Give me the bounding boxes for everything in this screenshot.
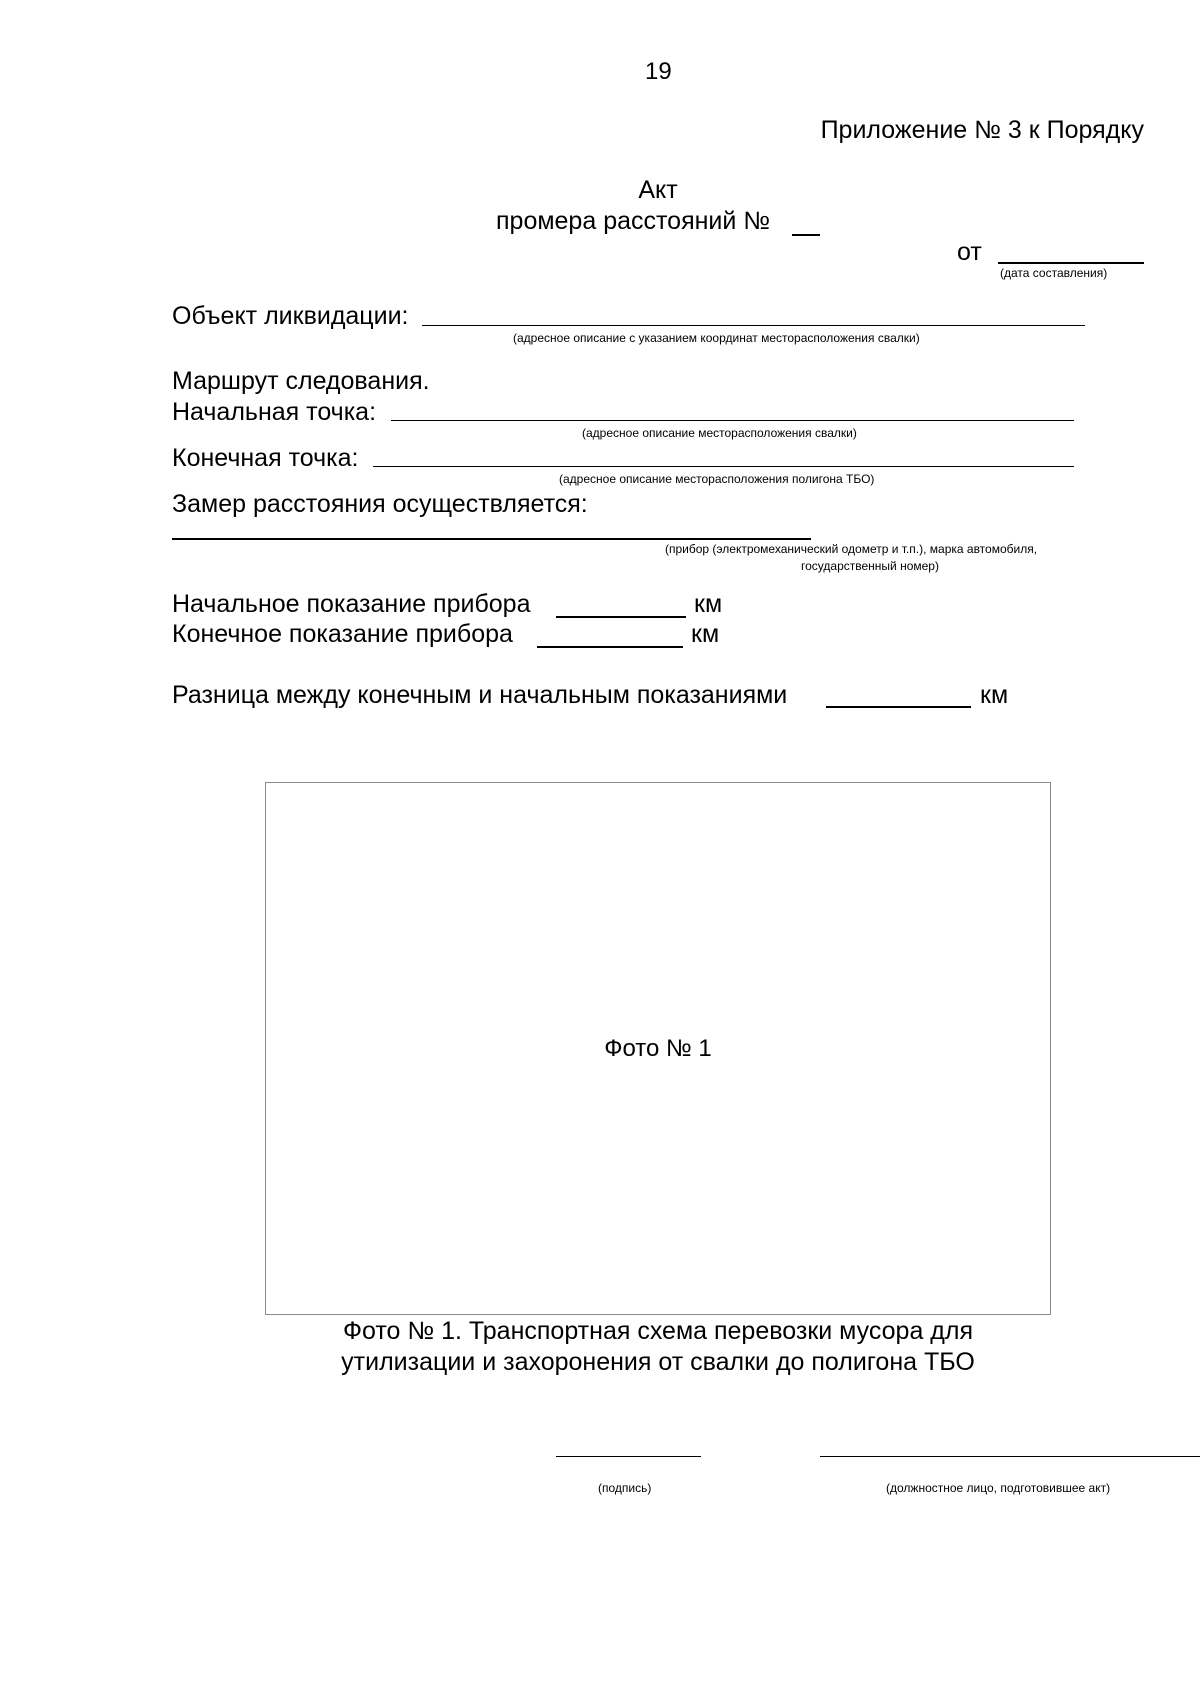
document-title: Акт xyxy=(638,176,678,204)
end-reading-label: Конечное показание прибора xyxy=(172,620,513,648)
official-hint: (должностное лицо, подготовившее акт) xyxy=(886,1481,1111,1495)
difference-label: Разница между конечным и начальным показаниями xyxy=(172,681,788,709)
object-field[interactable] xyxy=(422,325,1085,326)
measurement-field[interactable] xyxy=(172,538,811,540)
photo-placeholder: Фото № 1 xyxy=(604,1035,712,1062)
measurement-label: Замер расстояния осуществляется: xyxy=(172,490,588,518)
photo-caption-line-1: Фото № 1. Транспортная схема перевозки мусора для xyxy=(342,1317,974,1345)
end-point-label: Конечная точка: xyxy=(172,444,359,472)
start-reading-unit: км xyxy=(694,590,723,618)
measurement-hint-2: государственный номер) xyxy=(801,559,939,573)
date-field[interactable] xyxy=(998,262,1144,264)
date-prefix: от xyxy=(957,238,982,266)
start-point-hint: (адресное описание месторасположения свалки) xyxy=(582,426,857,440)
signature-hint: (подпись) xyxy=(598,1481,652,1495)
date-hint: (дата составления) xyxy=(1000,266,1108,280)
object-hint: (адресное описание с указанием координат месторасположения свалки) xyxy=(513,331,920,345)
end-point-hint: (адресное описание месторасположения полигона ТБО) xyxy=(559,472,875,486)
appendix-label: Приложение № 3 к Порядку xyxy=(820,116,1144,144)
route-heading: Маршрут следования. xyxy=(172,367,430,395)
photo-frame xyxy=(265,782,1051,1315)
end-point-field[interactable] xyxy=(373,466,1074,467)
end-reading-field[interactable] xyxy=(537,646,683,648)
start-reading-label: Начальное показание прибора xyxy=(172,590,531,618)
end-reading-unit: км xyxy=(691,620,720,648)
photo-caption-line-2: утилизации и захоронения от свалки до полигона ТБО xyxy=(341,1348,975,1376)
start-point-label: Начальная точка: xyxy=(172,398,377,426)
object-label: Объект ликвидации: xyxy=(172,302,409,330)
act-number-field[interactable] xyxy=(792,234,820,236)
start-point-field[interactable] xyxy=(391,420,1074,421)
difference-field[interactable] xyxy=(826,706,971,708)
start-reading-field[interactable] xyxy=(556,616,686,618)
measurement-hint-1: (прибор (электромеханический одометр и т.п.), марка автомобиля, xyxy=(665,542,1038,556)
document-subtitle: промера расстояний № xyxy=(496,207,771,235)
official-field[interactable] xyxy=(820,1456,1200,1457)
signature-field[interactable] xyxy=(556,1456,701,1457)
difference-unit: км xyxy=(980,681,1009,709)
page-number: 19 xyxy=(645,58,672,85)
